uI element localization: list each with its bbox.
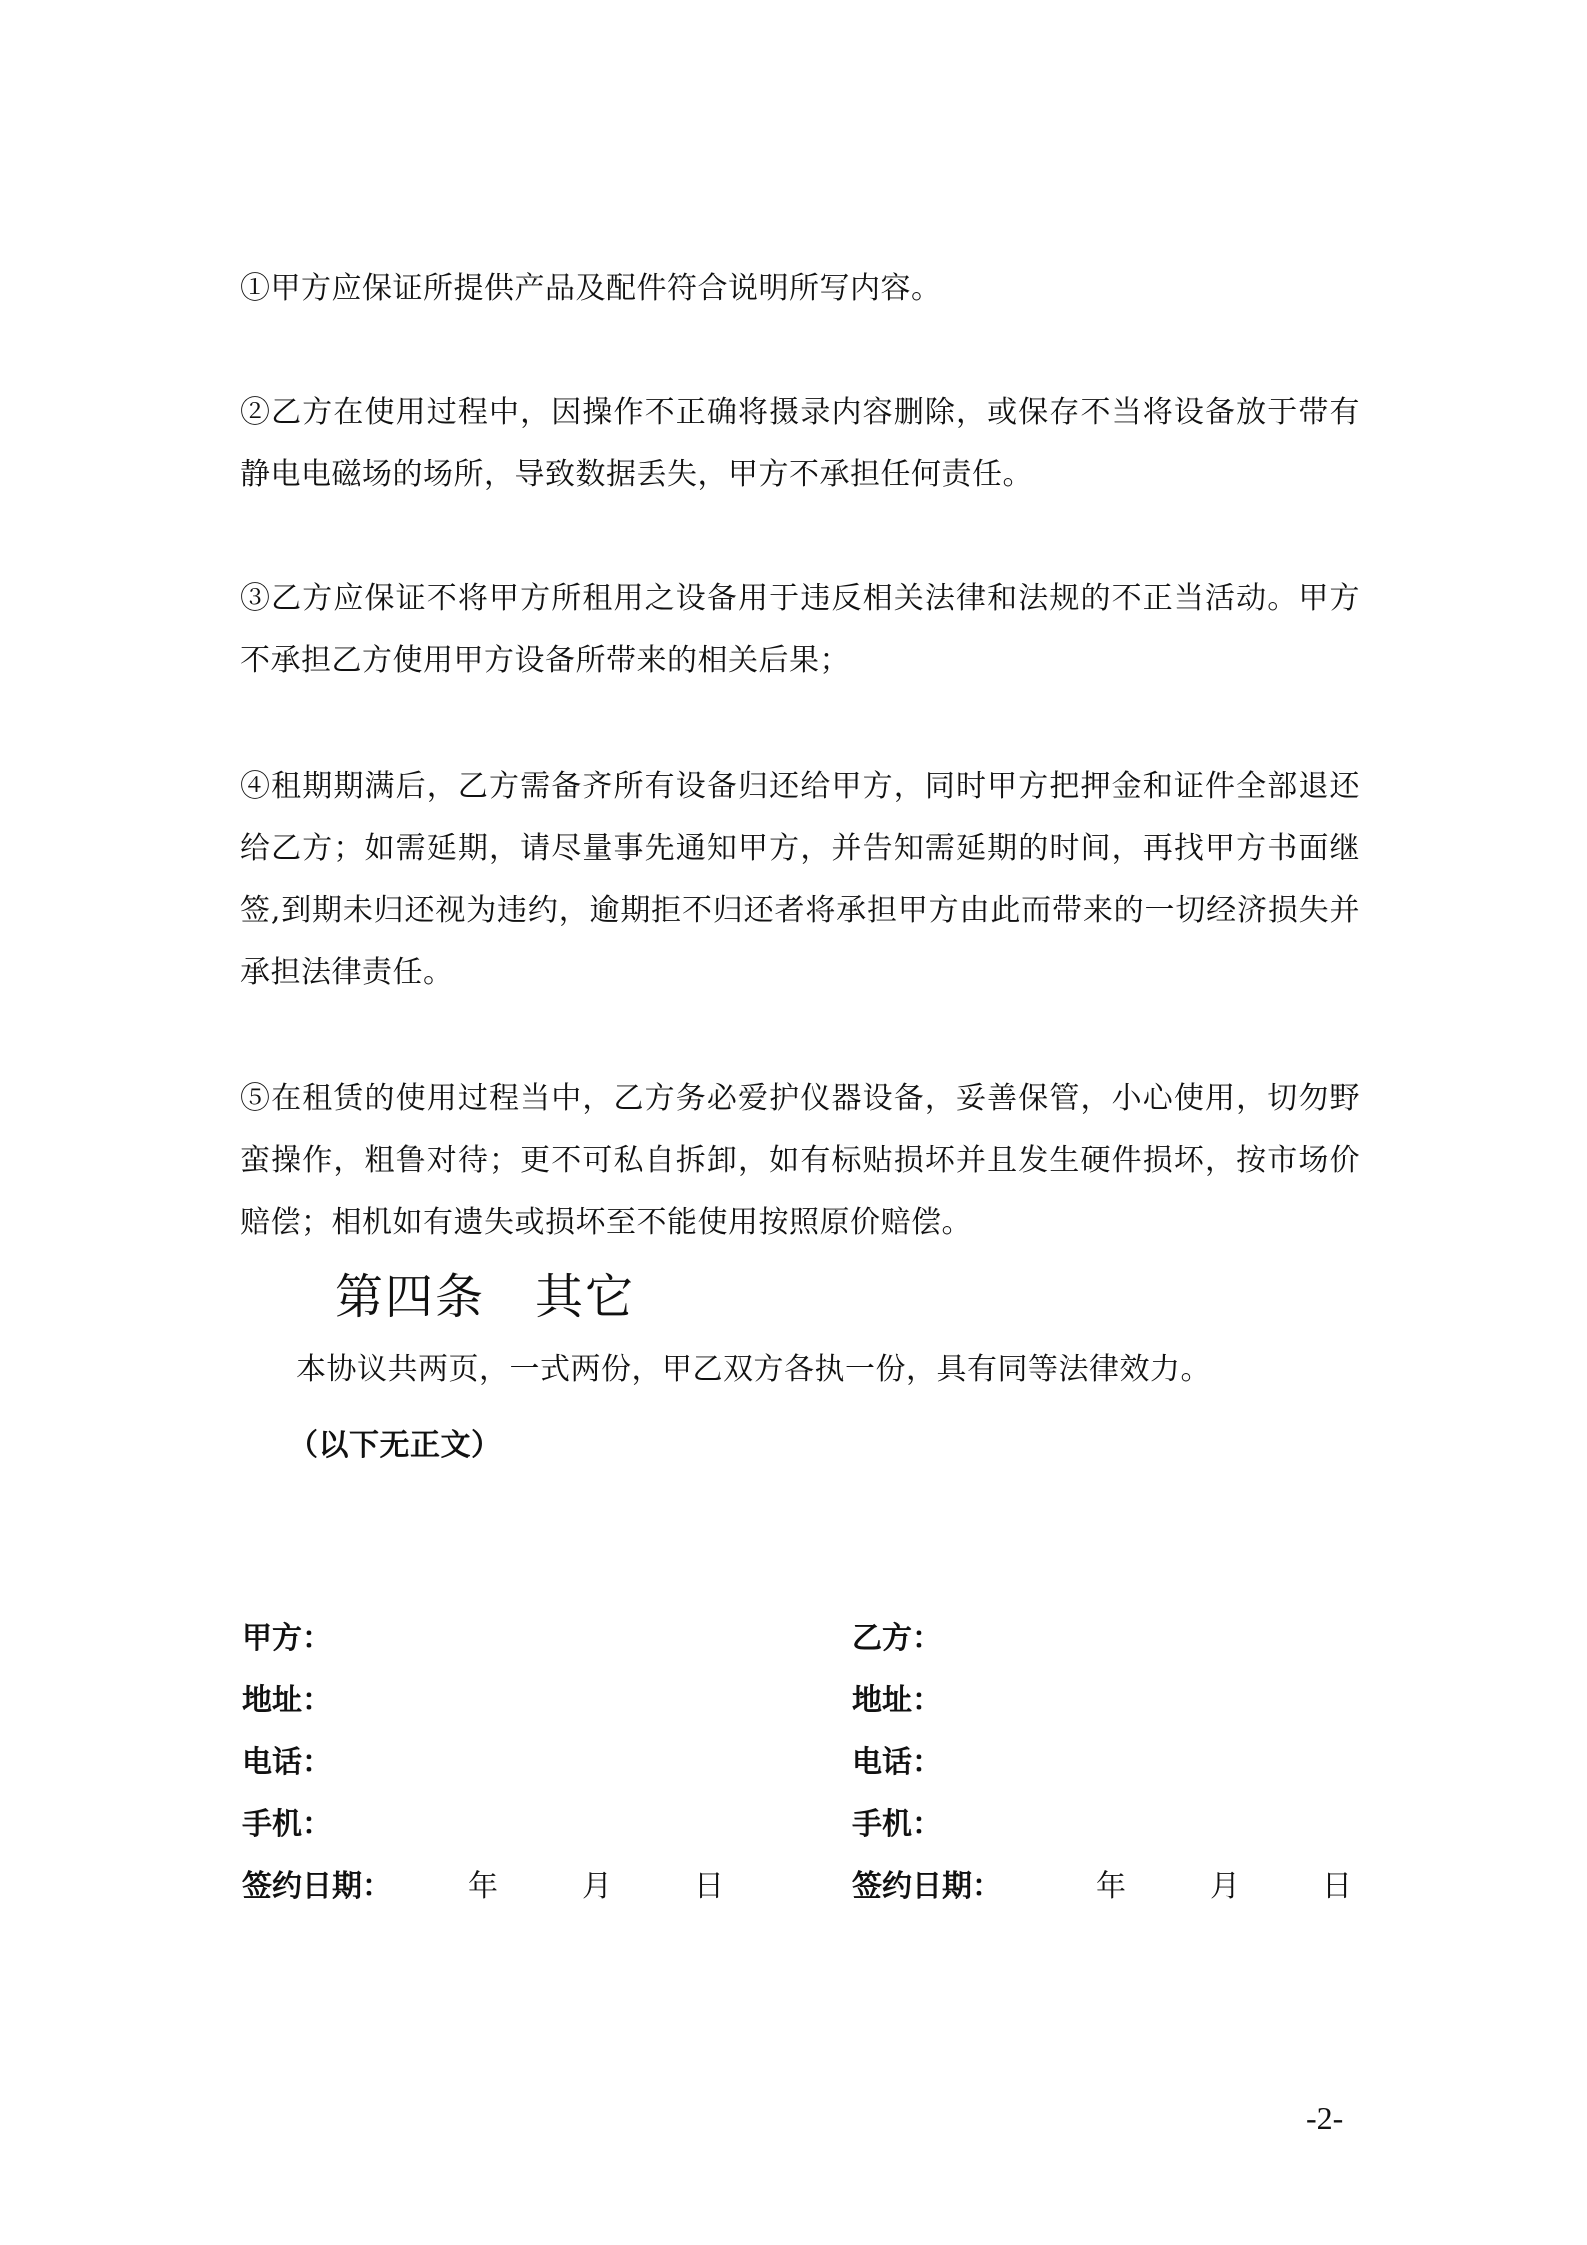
party-a-phone-label: 电话： (242, 1745, 332, 1780)
party-a-month-unit: 月 (582, 1869, 612, 1904)
party-b-date-row (852, 1856, 1452, 1918)
party-b-label: 乙方： (852, 1621, 942, 1656)
party-b-year-unit: 年 (1096, 1869, 1126, 1904)
clause-2: ②乙方在使用过程中，因操作不正确将摄录内容删除，或保存不当将设备放于带有静电电磁场的场所，导致数据丢失，甲方不承担任何责任。 (240, 395, 1360, 492)
party-a-day-unit: 日 (694, 1869, 724, 1904)
party-a-mobile-label: 手机： (242, 1807, 332, 1842)
no-more-text-note: （以下无正文） (288, 1428, 502, 1463)
party-b-phone-label: 电话： (852, 1745, 942, 1780)
clause-5: ⑤在租赁的使用过程当中，乙方务必爱护仪器设备，妥善保管，小心使用，切勿野蛮操作，粗鲁对待；更不可私自拆卸，如有标贴损坏并且发生硬件损坏，按市场价赔偿；相机如有遗失或损坏至不能使用按照原价赔偿。 (240, 1081, 1360, 1240)
party-b-date-label: 签约日期： (852, 1869, 1002, 1904)
party-b-signature-block (852, 1608, 1452, 1918)
section-heading: 第四条 其它 (335, 1269, 636, 1325)
party-a-year-unit: 年 (468, 1869, 498, 1904)
section-body: 本协议共两页，一式两份，甲乙双方各执一份，具有同等法律效力。 (296, 1352, 1211, 1387)
party-a-label: 甲方： (242, 1621, 332, 1656)
party-a-signature-block (242, 1608, 842, 1918)
party-b-day-unit: 日 (1322, 1869, 1352, 1904)
clause-3: ③乙方应保证不将甲方所租用之设备用于违反相关法律和法规的不正当活动。甲方不承担乙方使用甲方设备所带来的相关后果； (240, 581, 1360, 678)
party-a-date-row (242, 1856, 842, 1918)
page-number: -2- (1306, 2100, 1344, 2136)
clause-1: ①甲方应保证所提供产品及配件符合说明所写内容。 (240, 271, 942, 306)
party-a-date-label: 签约日期： (242, 1869, 392, 1904)
party-b-month-unit: 月 (1210, 1869, 1240, 1904)
party-b-address-label: 地址： (852, 1683, 942, 1718)
party-b-mobile-label: 手机： (852, 1807, 942, 1842)
party-a-address-label: 地址： (242, 1683, 332, 1718)
clause-4: ④租期期满后，乙方需备齐所有设备归还给甲方，同时甲方把押金和证件全部退还给乙方；如需延期，请尽量事先通知甲方，并告知需延期的时间，再找甲方书面继签,到期未归还视为违约，逾期拒不归还者将承担甲方由此而带来的一切经济损失并承担法律责任。 (240, 769, 1360, 990)
